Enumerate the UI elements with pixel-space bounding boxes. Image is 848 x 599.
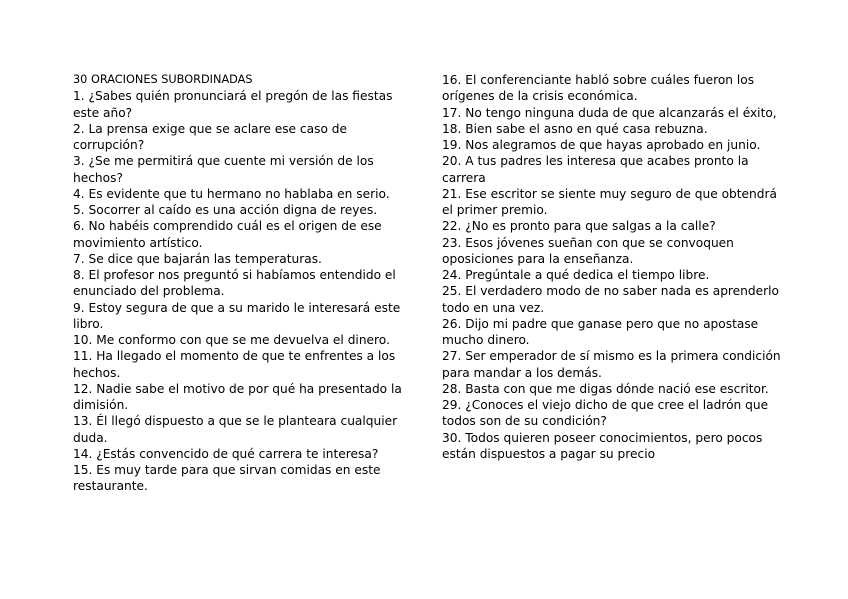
list-item: 17. No tengo ninguna duda de que alcanzarás el éxito, — [442, 105, 777, 120]
list-item: 7. Se dice que bajarán las temperaturas. — [73, 251, 322, 266]
list-item: 2. La prensa exige que se aclare ese caso de corrupción? — [73, 121, 348, 152]
list-item: 10. Me conformo con que se me devuelva el dinero. — [73, 333, 390, 347]
list-item: 25. El verdadero modo de no saber nada es aprenderlo todo en una vez. — [442, 284, 779, 315]
list-item: 9. Estoy segura de que a su marido le interesará este libro. — [73, 300, 401, 331]
list-item: 12. Nadie sabe el motivo de por qué ha presentado la dimisión. — [73, 381, 402, 412]
list-item: 5. Socorrer al caído es una acción digna de reyes. — [73, 203, 378, 217]
list-item: 8. El profesor nos preguntó si habíamos entendido el enunciado del problema. — [73, 268, 396, 299]
list-item: 20. A tus padres les interesa que acabes pronto la carrera — [442, 154, 749, 185]
list-item: 11. Ha llegado el momento de que te enfrentes a los hechos. — [73, 349, 396, 380]
list-item: 19. Nos alegramos de que hayas aprobado en junio. — [442, 138, 761, 152]
list-item: 15. Es muy tarde para que sirvan comidas en este restaurante. — [73, 463, 381, 494]
list-item: 23. Esos jóvenes sueñan con que se convoquen oposiciones para la enseñanza. — [442, 235, 734, 266]
list-item: 21. Ese escritor se siente muy seguro de que obtendrá el primer premio. — [442, 186, 777, 217]
document-title: 30 ORACIONES SUBORDINADAS — [73, 73, 253, 86]
list-item: 4. Es evidente que tu hermano no hablaba en serio. — [73, 186, 390, 201]
list-item: 13. Él llegó dispuesto a que se le planteara cualquier duda. — [73, 414, 398, 445]
list-item: 6. No habéis comprendido cuál es el origen de ese movimiento artístico. — [73, 219, 382, 250]
list-item: 18. Bien sabe el asno en qué casa rebuzna. — [442, 121, 708, 136]
list-item: 26. Dijo mi padre que ganase pero que no apostase mucho dinero. — [442, 316, 759, 347]
list-item: 1. ¿Sabes quién pronunciará el pregón de las fiestas este año? — [73, 89, 393, 120]
list-item: 29. ¿Conoces el viejo dicho de que cree el ladrón que todos son de su condición? — [442, 398, 769, 429]
list-item: 27. Ser emperador de sí mismo es la primera condición para mandar a los demás. — [442, 349, 781, 380]
list-item: 30. Todos quieren poseer conocimientos, pero pocos están dispuestos a pagar su precio — [442, 430, 763, 461]
right-column — [442, 72, 787, 462]
list-item: 14. ¿Estás convencido de qué carrera te interesa? — [73, 446, 379, 461]
list-item: 24. Pregúntale a qué dedica el tiempo libre. — [442, 268, 710, 282]
left-column — [73, 72, 413, 495]
list-item: 16. El conferenciante habló sobre cuáles fueron los orígenes de la crisis económica. — [442, 73, 755, 104]
list-item: 22. ¿No es pronto para que salgas a la calle? — [442, 219, 716, 234]
list-item: 28. Basta con que me digas dónde nació ese escritor. — [442, 381, 769, 396]
list-item: 3. ¿Se me permitirá que cuente mi versión de los hechos? — [73, 154, 374, 185]
